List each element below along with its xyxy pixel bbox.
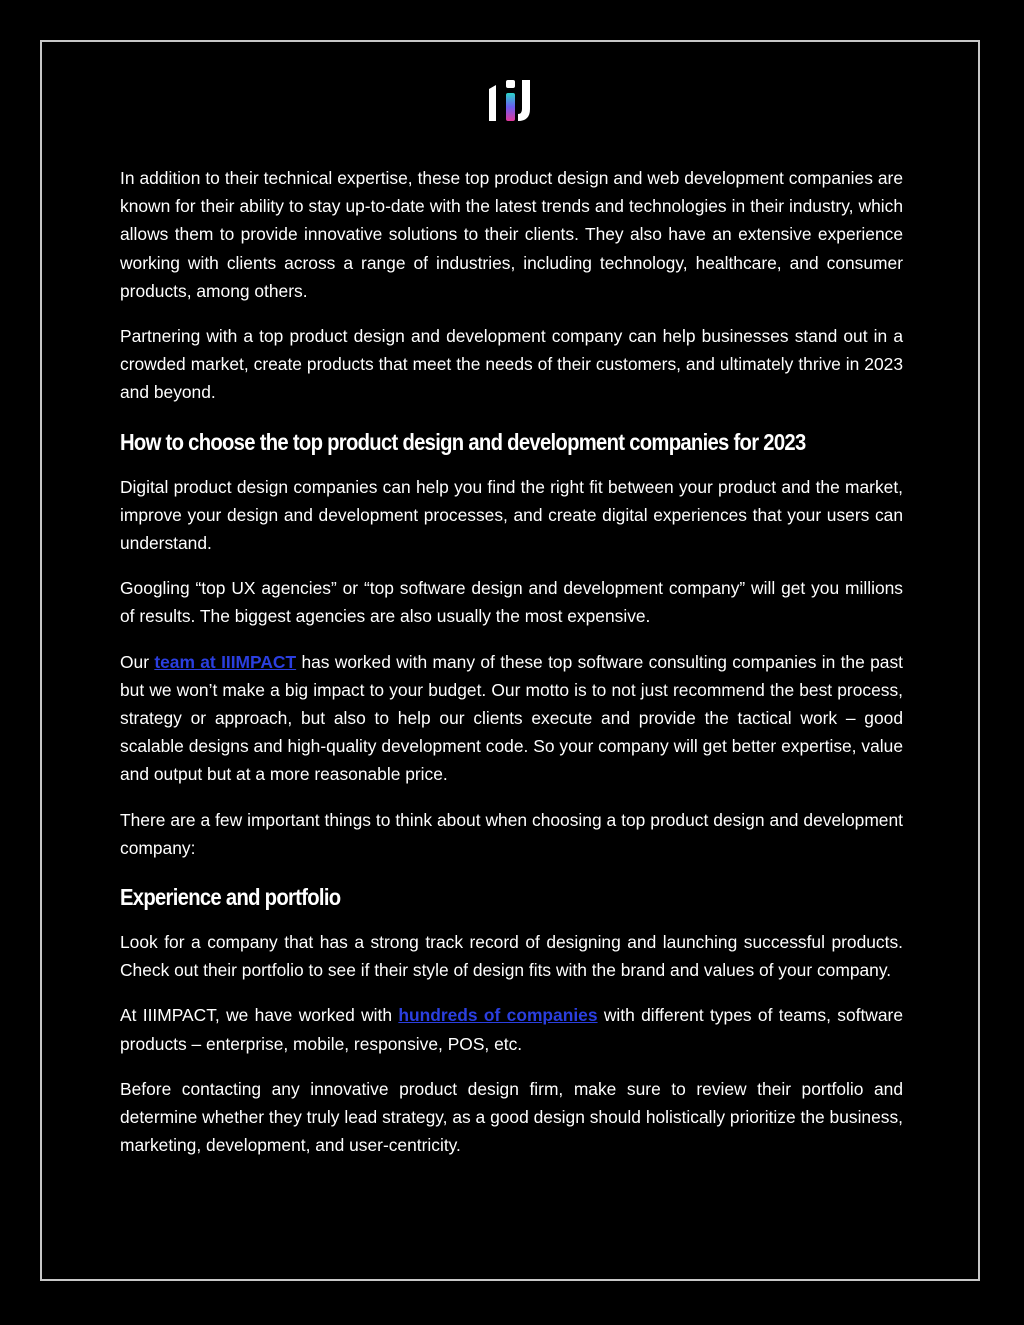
paragraph-before-contacting: Before contacting any innovative product design firm, make sure to review their portfolio and determine whether they truly lead strategy, as a good design should holistically prioritize the business, marketing, development, and user-centricity.: [120, 1078, 903, 1156]
team-at-iiimpact-link[interactable]: team at IIIMPACT: [154, 651, 297, 672]
paragraph-at-iiimpact: [120, 1001, 903, 1057]
article-body: [120, 164, 903, 1176]
paragraph-partnering: Partnering with a top product design and development company can help businesses stand out in a crowded market, create products that meet the needs of their customers, and ultimately thrive in 2023 and beyond.: [120, 326, 903, 403]
paragraph-important-things: There are a few important things to think about when choosing a top product design and development company:: [120, 809, 903, 858]
text-segment: has worked with many of these top software consulting companies in the past but we won’t make a big impact to your budget. Our motto is to not just recommend the best process, strategy or approach, but also to help our clients execute and provide the tactical work – good scalable designs and high-quality development code. So your company will get better expertise, value and output but at a more reasonable price.: [120, 651, 903, 785]
paragraph-track-record: Look for a company that has a strong track record of designing and launching successful products. Check out their portfolio to see if their style of design fits with the brand and values of your company.: [120, 932, 903, 981]
hundreds-of-companies-link[interactable]: hundreds of companies: [398, 1005, 598, 1026]
paragraph-googling: Googling “top UX agencies” or “top software design and development company” will get you millions of results. The biggest agencies are also usually the most expensive.: [120, 578, 903, 627]
iiimpact-logo-icon: [486, 79, 540, 123]
paragraph-intro: In addition to their technical expertise, these top product design and web development companies are known for their ability to stay up-to-date with the latest trends and technologies in their industry, which allows them to provide innovative solutions to their clients. They also have an extensive experience working with clients across a range of industries, including technology, healthcare, and consumer products, among others.: [120, 168, 903, 301]
paragraph-our-team: [120, 648, 903, 789]
text-segment: with different types of teams, software products – enterprise, mobile, responsive, POS, etc.: [120, 1005, 903, 1054]
text-segment: Our: [120, 651, 155, 672]
heading-how-to-choose: How to choose the top product design and development companies for 2023: [120, 428, 806, 455]
heading-experience-portfolio: Experience and portfolio: [120, 884, 341, 911]
paragraph-digital-design: Digital product design companies can help you find the right fit between your product and the market, improve your design and development processes, and create digital experiences that your users can understand.: [120, 476, 903, 554]
text-segment: At IIIMPACT, we have worked with: [120, 1005, 399, 1026]
